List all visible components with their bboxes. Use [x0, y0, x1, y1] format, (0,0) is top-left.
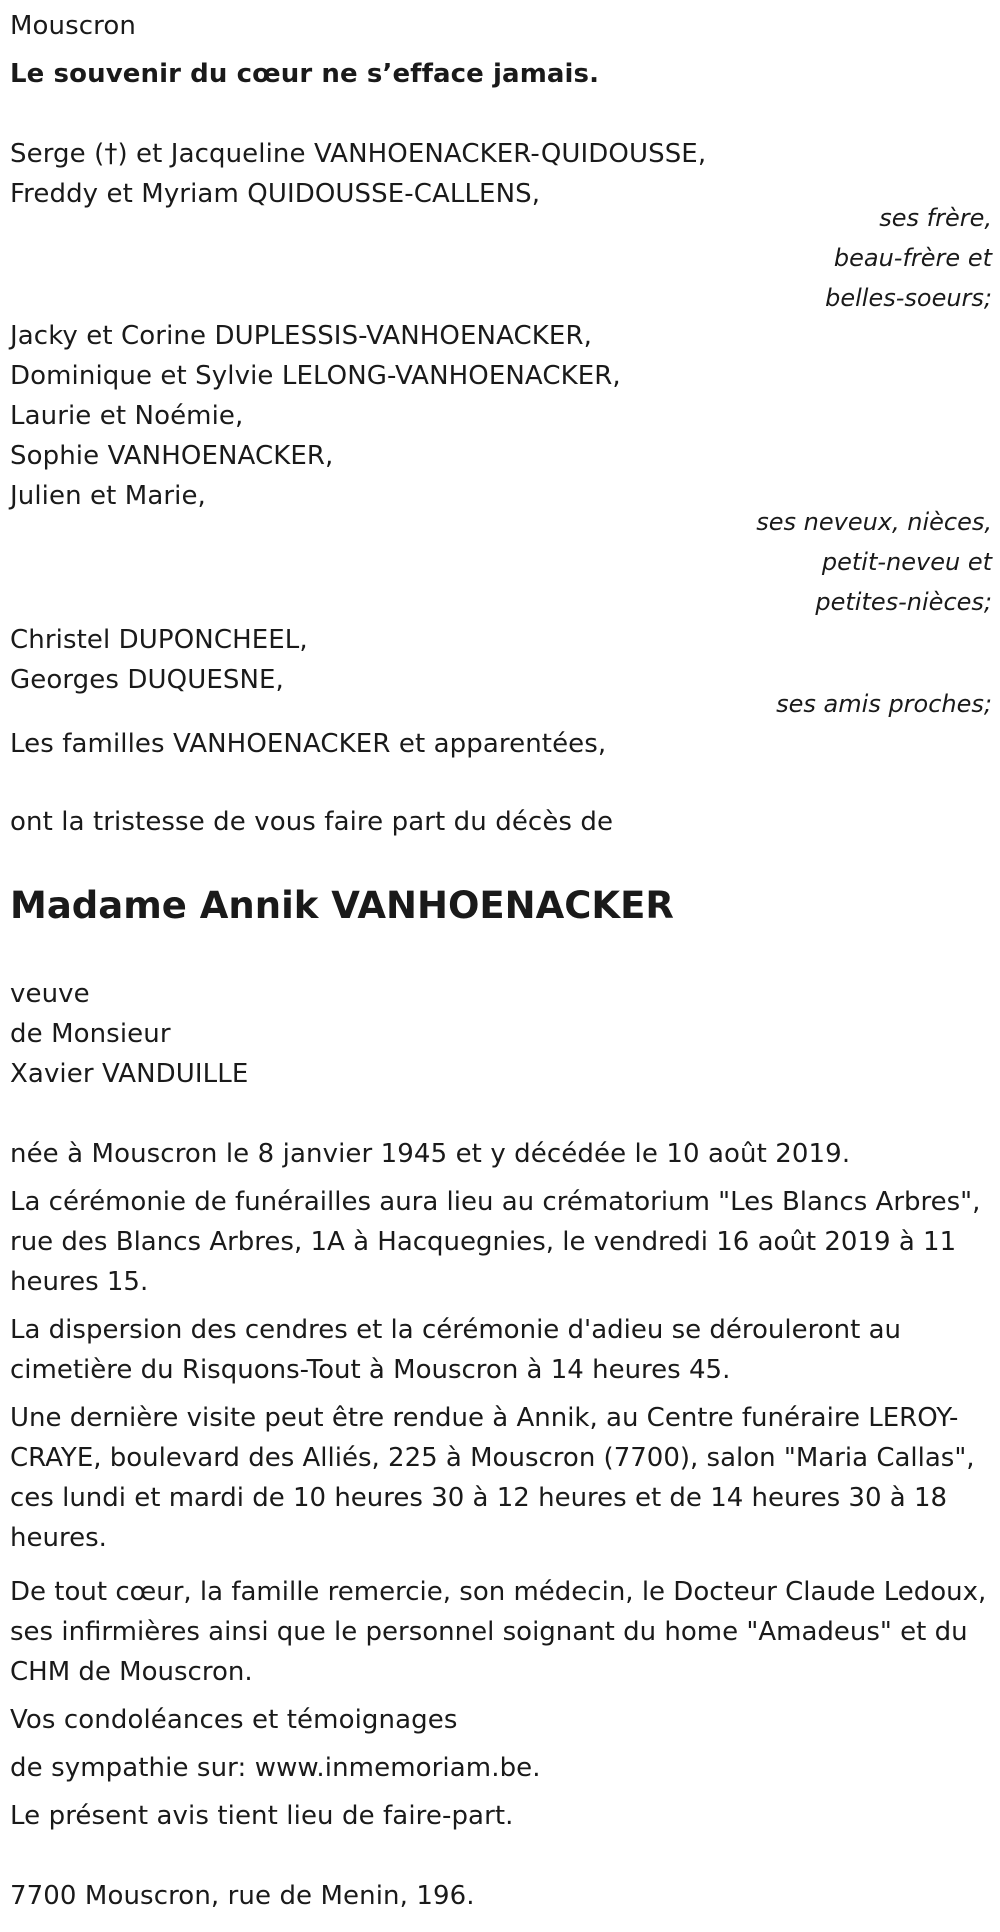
announcement: ont la tristesse de vous faire part du décès de [10, 807, 614, 837]
relation-text: ses neveux, nièces, [756, 508, 992, 536]
notice-text: Le présent avis tient lieu de faire-part. [10, 1801, 514, 1831]
family-line: Laurie et Noémie, [10, 401, 244, 431]
ceremony-info: La cérémonie de funérailles aura lieu au crématorium "Les Blancs Arbres", rue des Blancs Arbres, 1A à Hacquegnies, le vendredi 16 août 2019 à 11 heures 15. [10, 1187, 981, 1297]
city-heading: Mouscron [10, 11, 136, 41]
condolences-website: de sympathie sur: www.inmemoriam.be. [10, 1753, 541, 1783]
family-line: Georges DUQUESNE, [10, 665, 284, 695]
deceased-name: Madame Annik VANHOENACKER [10, 884, 674, 927]
condolences-text: Vos condoléances et témoignages [10, 1705, 458, 1735]
relation-text: beau-frère et [833, 244, 992, 272]
motto: Le souvenir du cœur ne s’efface jamais. [10, 59, 600, 89]
family-line: Freddy et Myriam QUIDOUSSE-CALLENS, [10, 179, 541, 209]
family-line: Sophie VANHOENACKER, [10, 441, 334, 471]
family-line: Jacky et Corine DUPLESSIS-VANHOENACKER, [10, 321, 592, 351]
visit-info: Une dernière visite peut être rendue à Annik, au Centre funéraire LEROY-CRAYE, boulevard des Alliés, 225 à Mouscron (7700), salon "Maria Callas", ces lundi et mardi de 10 heures 30 à 12 heures et de 14 heures 30 à 18 heures. [10, 1403, 975, 1553]
family-line: Dominique et Sylvie LELONG-VANHOENACKER, [10, 361, 621, 391]
relation-text: petit-neveu et [821, 548, 992, 576]
marital-status: veuve [10, 979, 90, 1009]
relation-text: ses amis proches; [776, 690, 992, 718]
relation-text: petites-nièces; [815, 588, 992, 616]
family-line: Julien et Marie, [10, 481, 206, 511]
dispersion-info: La dispersion des cendres et la cérémonie d'adieu se dérouleront au cimetière du Risquons-Tout à Mouscron à 14 heures 45. [10, 1315, 902, 1385]
relation-text: belles-soeurs; [825, 284, 992, 312]
families-line: Les familles VANHOENACKER et apparentées, [10, 729, 607, 759]
spouse-name: Xavier VANDUILLE [10, 1059, 249, 1089]
family-line: Serge (†) et Jacqueline VANHOENACKER-QUIDOUSSE, [10, 139, 707, 169]
relation-text: ses frère, [879, 204, 992, 232]
family-line: Christel DUPONCHEEL, [10, 625, 308, 655]
thanks-text: De tout cœur, la famille remercie, son médecin, le Docteur Claude Ledoux, ses infirmières ainsi que le personnel soignant du home "Amadeus" et du CHM de Mouscron. [10, 1577, 987, 1687]
marital-status: de Monsieur [10, 1019, 171, 1049]
birth-death-info: née à Mouscron le 8 janvier 1945 et y décédée le 10 août 2019. [10, 1139, 851, 1169]
address: 7700 Mouscron, rue de Menin, 196. [10, 1881, 475, 1911]
